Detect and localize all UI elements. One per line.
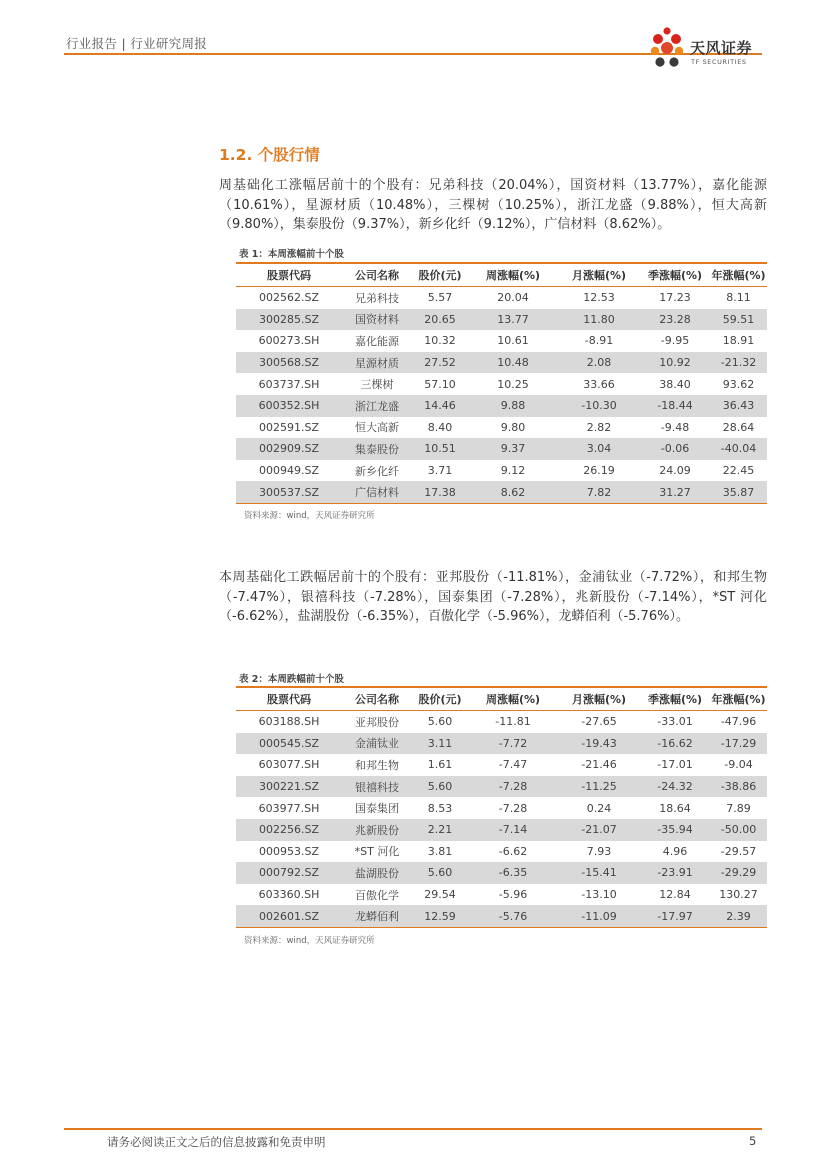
cell-stock-code: 600273.SH [258,334,320,348]
table-row [236,395,767,417]
cell-monthly-change: 12.53 [583,291,615,305]
cell-price: 10.51 [412,438,468,460]
cell-company-name: 国资材料 [342,309,412,331]
company-logo [650,26,762,72]
cell-company-name: 广信材料 [342,481,412,503]
gainers-paragraph: 周基础化工涨幅居前十的个股有：兄弟科技（20.04%），国资材料（13.77%），嘉化能源（10.61%），星源材质（10.48%），三棵树（10.25%），浙江龙盛（9.88%），恒大高新（9.80%），集泰股份（9.37%），新乡化纤（9.12%），广信材料（8.62%）。 [219,178,767,232]
cell-price: 12.59 [412,905,468,927]
cell-stock-code: 002256.SZ [236,819,342,841]
table-row [236,841,767,863]
cell-yearly-change: -47.96 [720,715,757,729]
cell-stock-code: 002591.SZ [258,420,319,434]
column-header-yearly-change: 年涨幅(%) [710,687,767,711]
cell-company-name: 集泰股份 [342,438,412,460]
table-row [236,797,767,819]
table-row [236,352,767,374]
column-header-quarterly-change: 季涨幅(%) [640,687,710,711]
column-header-stock-code: 股票代码 [236,687,342,711]
cell-stock-code: 000792.SZ [236,862,342,884]
cell-monthly-change: -8.91 [584,334,614,348]
cell-monthly-change: 11.80 [558,309,640,331]
top-losers-table [236,686,767,928]
cell-yearly-change: -29.57 [720,844,757,858]
cell-quarterly-change: -16.62 [640,733,710,755]
cell-quarterly-change: -24.32 [640,776,710,798]
cell-stock-code: 603077.SH [258,758,320,772]
cell-company-name: *ST 河化 [354,845,400,859]
cell-yearly-change: 130.27 [719,888,758,902]
cell-stock-code: 000949.SZ [258,464,319,478]
cell-weekly-change: 20.04 [497,291,529,305]
logo-chinese-name: 天风证券 [690,39,753,57]
cell-monthly-change: 33.66 [583,377,615,391]
cell-monthly-change: 7.93 [586,844,612,858]
table1-caption: 表 1：本周涨幅前十个股 [239,249,344,260]
cell-stock-code: 300568.SZ [236,352,342,374]
cell-monthly-change: 26.19 [583,464,615,478]
cell-monthly-change: -11.25 [558,776,640,798]
cell-quarterly-change: 12.84 [659,888,691,902]
cell-price: 5.60 [412,862,468,884]
cell-monthly-change: -10.30 [558,395,640,417]
cell-weekly-change: 13.77 [468,309,558,331]
cell-weekly-change: -7.28 [498,801,528,815]
cell-yearly-change: -21.32 [710,352,767,374]
table-row [236,905,767,927]
cell-weekly-change: -6.62 [498,844,528,858]
table-row [236,417,767,439]
cell-stock-code: 603737.SH [258,377,320,391]
cell-price: 5.60 [427,715,453,729]
cell-stock-code: 300285.SZ [236,309,342,331]
cell-yearly-change: -29.29 [710,862,767,884]
cell-stock-code: 002601.SZ [236,905,342,927]
cell-company-name: 兄弟科技 [355,291,399,305]
cell-weekly-change: 9.80 [500,420,526,434]
column-header-stock-code: 股票代码 [236,263,342,287]
column-header-weekly-change: 周涨幅(%) [468,263,558,287]
column-header-yearly-change: 年涨幅(%) [710,263,767,287]
cell-quarterly-change: -23.91 [640,862,710,884]
cell-weekly-change: -7.47 [498,758,528,772]
cell-monthly-change: -13.10 [581,888,617,902]
cell-price: 17.38 [412,481,468,503]
cell-stock-code: 600352.SH [236,395,342,417]
cell-quarterly-change: -18.44 [640,395,710,417]
cell-company-name: 三棵树 [360,378,394,392]
cell-yearly-change: -50.00 [710,819,767,841]
cell-quarterly-change: 4.96 [662,844,688,858]
section-title: 1.2. 个股行情 [219,146,320,164]
cell-yearly-change: -17.29 [710,733,767,755]
cell-company-name: 龙蟒佰利 [342,905,412,927]
cell-stock-code: 000545.SZ [236,733,342,755]
cell-price: 1.61 [427,758,453,772]
cell-stock-code: 300537.SZ [236,481,342,503]
cell-weekly-change: 10.25 [497,377,529,391]
cell-monthly-change: -21.46 [581,758,617,772]
cell-price: 20.65 [412,309,468,331]
table-row [236,481,767,503]
cell-quarterly-change: 24.09 [659,464,691,478]
cell-price: 27.52 [412,352,468,374]
cell-weekly-change: 10.48 [468,352,558,374]
table2-caption: 表 2：本周跌幅前十个股 [239,674,344,685]
table-row [236,862,767,884]
cell-weekly-change: 9.37 [468,438,558,460]
cell-price: 10.32 [424,334,456,348]
table2-source: 资料来源：wind，天风证券研究所 [244,936,375,946]
cell-yearly-change: 28.64 [722,420,755,434]
cell-weekly-change: 8.62 [468,481,558,503]
cell-yearly-change: -38.86 [710,776,767,798]
logo-english-name: TF SECURITIES [691,58,747,66]
top-gainers-table [236,262,767,504]
table-row [236,711,767,733]
cell-yearly-change: -9.04 [724,758,753,772]
cell-stock-code: 002909.SZ [236,438,342,460]
cell-price: 29.54 [424,888,456,902]
cell-monthly-change: -19.43 [558,733,640,755]
cell-company-name: 盐湖股份 [342,862,412,884]
footer-disclaimer: 请务必阅读正文之后的信息披露和免责申明 [107,1135,326,1149]
column-header-price: 股价(元) [412,687,468,711]
cell-company-name: 新乡化纤 [355,464,399,478]
report-category: 行业报告 | 行业研究周报 [66,36,208,51]
column-header-monthly-change: 月涨幅(%) [558,263,640,287]
column-header-weekly-change: 周涨幅(%) [468,687,558,711]
page-number: 5 [749,1134,757,1148]
cell-quarterly-change: -17.01 [657,758,693,772]
cell-weekly-change: 10.61 [497,334,529,348]
cell-monthly-change: 7.82 [558,481,640,503]
cell-weekly-change: -5.76 [468,905,558,927]
cell-price: 8.40 [427,420,453,434]
cell-monthly-change: 2.82 [586,420,612,434]
cell-monthly-change: -21.07 [558,819,640,841]
cell-price: 5.60 [412,776,468,798]
cell-stock-code: 000953.SZ [258,844,319,858]
cell-price: 5.57 [427,291,453,305]
cell-stock-code: 603977.SH [258,801,320,815]
table-row [236,330,767,352]
cell-quarterly-change: 31.27 [640,481,710,503]
cell-weekly-change: 9.12 [500,464,526,478]
cell-quarterly-change: 23.28 [640,309,710,331]
cell-company-name: 恒大高新 [355,421,399,435]
column-header-company-name: 公司名称 [342,263,412,287]
table-row [236,287,767,309]
cell-monthly-change: 3.04 [558,438,640,460]
cell-yearly-change: 93.62 [722,377,755,391]
cell-company-name: 银禧科技 [342,776,412,798]
cell-weekly-change: -7.28 [468,776,558,798]
cell-yearly-change: 35.87 [710,481,767,503]
table-row [236,884,767,906]
cell-quarterly-change: 17.23 [659,291,691,305]
column-header-quarterly-change: 季涨幅(%) [640,263,710,287]
cell-stock-code: 300221.SZ [236,776,342,798]
table-row [236,438,767,460]
cell-price: 3.81 [427,844,453,858]
column-header-price: 股价(元) [412,263,468,287]
table-row [236,776,767,798]
cell-company-name: 国泰集团 [355,802,399,816]
cell-quarterly-change: -17.97 [640,905,710,927]
cell-monthly-change: 0.24 [586,801,612,815]
table-header-row [236,687,767,711]
cell-quarterly-change: -9.48 [660,420,690,434]
losers-paragraph: 本周基础化工跌幅居前十的个股有：亚邦股份（-11.81%），金浦钛业（-7.72%），和邦生物（-7.47%），银禧科技（-7.28%），国泰集团（-7.28%），兆新股份（-7.14%），*ST 河化（-6.62%），盐湖股份（-6.35%），百傲化学（-5.96%），龙蟒佰利（-5.76%）。 [219,570,767,624]
cell-yearly-change: 8.11 [726,291,751,305]
table1-source: 资料来源：wind，天风证券研究所 [244,511,375,521]
cell-quarterly-change: 38.40 [659,377,691,391]
cell-yearly-change: 18.91 [722,334,755,348]
cell-quarterly-change: 18.64 [659,801,691,815]
column-header-company-name: 公司名称 [342,687,412,711]
cell-quarterly-change: -35.94 [640,819,710,841]
cell-stock-code: 002562.SZ [258,291,319,305]
cell-weekly-change: 9.88 [468,395,558,417]
table-header-row [236,263,767,287]
cell-company-name: 浙江龙盛 [342,395,412,417]
cell-weekly-change: -7.14 [468,819,558,841]
cell-price: 2.21 [412,819,468,841]
cell-yearly-change: 7.89 [726,801,751,815]
cell-company-name: 亚邦股份 [355,715,399,729]
cell-quarterly-change: -9.95 [660,334,690,348]
cell-company-name: 星源材质 [342,352,412,374]
cell-yearly-change: 22.45 [722,464,755,478]
table-row [236,819,767,841]
cell-price: 3.11 [412,733,468,755]
table-row [236,733,767,755]
cell-yearly-change: -40.04 [710,438,767,460]
cell-monthly-change: 2.08 [558,352,640,374]
table-row [236,754,767,776]
cell-price: 3.71 [427,464,453,478]
column-header-monthly-change: 月涨幅(%) [558,687,640,711]
cell-quarterly-change: 10.92 [640,352,710,374]
cell-company-name: 和邦生物 [355,758,399,772]
cell-monthly-change: -15.41 [558,862,640,884]
cell-monthly-change: -11.09 [558,905,640,927]
cell-price: 14.46 [412,395,468,417]
cell-company-name: 百傲化学 [355,888,399,902]
footer-divider [64,1128,762,1130]
table-row [236,373,767,395]
cell-company-name: 兆新股份 [342,819,412,841]
cell-stock-code: 603188.SH [258,715,320,729]
cell-quarterly-change: -33.01 [657,715,693,729]
cell-yearly-change: 36.43 [710,395,767,417]
cell-weekly-change: -6.35 [468,862,558,884]
cell-company-name: 金浦钛业 [342,733,412,755]
cell-company-name: 嘉化能源 [355,334,399,348]
table-row [236,460,767,482]
cell-yearly-change: 59.51 [710,309,767,331]
cell-monthly-change: -27.65 [581,715,617,729]
cell-stock-code: 603360.SH [258,888,320,902]
cell-price: 8.53 [427,801,453,815]
cell-price: 57.10 [424,377,456,391]
cell-weekly-change: -11.81 [495,715,531,729]
cell-yearly-change: 2.39 [710,905,767,927]
cell-quarterly-change: -0.06 [640,438,710,460]
tf-flower-icon [650,26,686,70]
table-row [236,309,767,331]
cell-weekly-change: -5.96 [498,888,528,902]
cell-weekly-change: -7.72 [468,733,558,755]
